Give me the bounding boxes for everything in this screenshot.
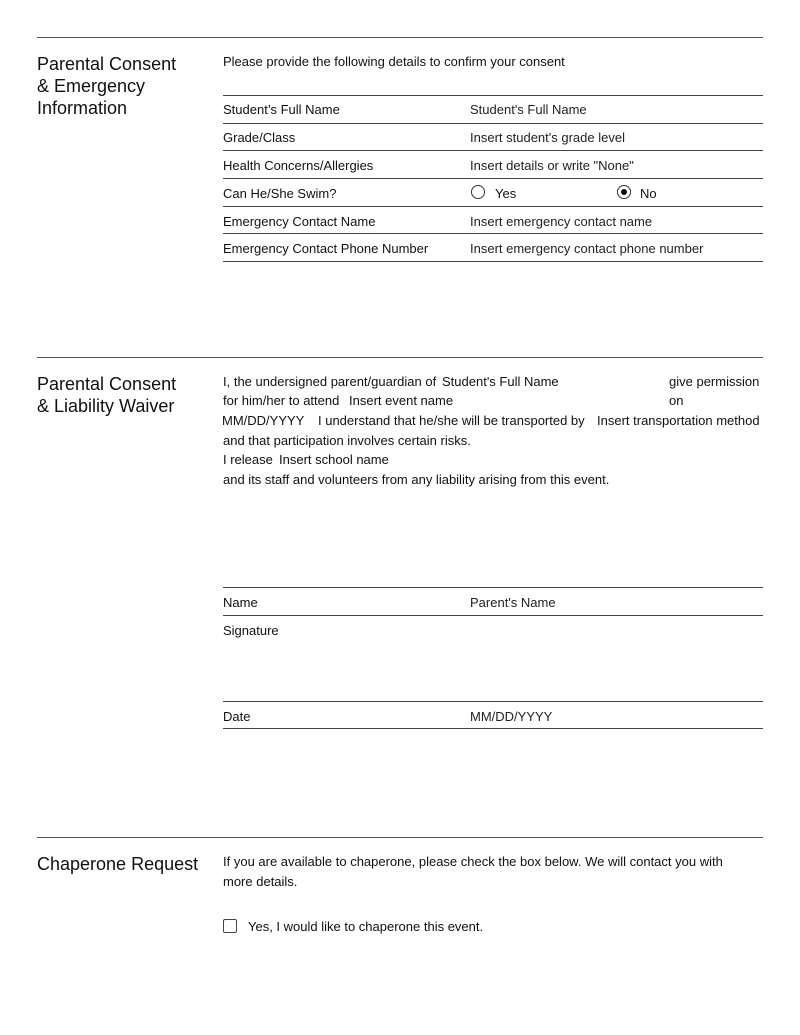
waiver-text: on xyxy=(669,393,684,408)
waiver-school-field[interactable]: Insert school name xyxy=(279,452,389,467)
row-divider xyxy=(223,615,763,616)
signature-bottom-rule xyxy=(223,728,763,729)
waiver-text: I understand that he/she will be transported by xyxy=(318,413,585,428)
parent-name-field[interactable]: Parent's Name xyxy=(470,595,556,610)
swim-no-radio[interactable] xyxy=(617,185,631,199)
section-title-line: Information xyxy=(37,98,128,118)
grade-label: Grade/Class xyxy=(223,130,296,145)
chaperone-checkbox-label: Yes, I would like to chaperone this event. xyxy=(248,919,484,934)
signature-label: Signature xyxy=(223,623,279,638)
row-divider xyxy=(223,178,763,179)
signature-field[interactable] xyxy=(223,640,763,700)
emergency-name-label: Emergency Contact Name xyxy=(223,214,376,229)
swim-label: Can He/She Swim? xyxy=(223,186,337,201)
waiver-text: I, the undersigned parent/guardian of xyxy=(223,374,437,389)
waiver-text: I release xyxy=(223,452,273,467)
row-divider xyxy=(223,701,763,702)
grade-field[interactable]: Insert student's grade level xyxy=(470,130,625,145)
section-title-line: Parental Consent xyxy=(37,374,177,394)
chaperone-intro: If you are available to chaperone, please check the box below. We will contact you with xyxy=(223,854,723,869)
health-field[interactable]: Insert details or write "None" xyxy=(470,158,634,173)
signature-date-field[interactable]: MM/DD/YYYY xyxy=(470,709,553,724)
section-divider xyxy=(37,837,763,838)
section-divider xyxy=(37,37,763,38)
emergency-phone-field[interactable]: Insert emergency contact phone number xyxy=(470,241,704,256)
section-title-emergency xyxy=(37,53,207,119)
waiver-text: and that participation involves certain risks. xyxy=(223,433,471,448)
waiver-date-field[interactable]: MM/DD/YYYY xyxy=(222,413,305,428)
health-label: Health Concerns/Allergies xyxy=(223,158,374,173)
section-title-line: & Emergency xyxy=(37,76,146,96)
row-divider xyxy=(223,206,763,207)
parent-name-label: Name xyxy=(223,595,258,610)
signature-top-rule xyxy=(223,587,763,588)
section-title-chaperone: Chaperone Request xyxy=(37,854,199,874)
waiver-transport-field[interactable]: Insert transportation method xyxy=(597,413,760,428)
table-bottom-rule xyxy=(223,261,763,262)
row-divider xyxy=(223,123,763,124)
section-divider xyxy=(37,357,763,358)
section-title-waiver xyxy=(37,373,207,417)
waiver-text: give permission xyxy=(669,374,760,389)
section-intro: Please provide the following details to confirm your consent xyxy=(223,54,565,69)
student-name-label: Student’s Full Name xyxy=(223,102,340,117)
signature-date-label: Date xyxy=(223,709,251,724)
student-name-field[interactable]: Student's Full Name xyxy=(470,102,587,117)
emergency-phone-label: Emergency Contact Phone Number xyxy=(223,241,429,256)
swim-yes-label: Yes xyxy=(495,186,517,201)
swim-no-label: No xyxy=(640,186,657,201)
chaperone-checkbox[interactable] xyxy=(223,919,237,933)
chaperone-intro: more details. xyxy=(223,874,298,889)
table-top-rule xyxy=(223,95,763,96)
waiver-text: for him/her to attend xyxy=(223,393,340,408)
section-title-line: & Liability Waiver xyxy=(37,396,175,416)
row-divider xyxy=(223,233,763,234)
row-divider xyxy=(223,150,763,151)
emergency-name-field[interactable]: Insert emergency contact name xyxy=(470,214,653,229)
swim-yes-radio[interactable] xyxy=(471,185,485,199)
section-title-line: Parental Consent xyxy=(37,54,177,74)
waiver-text: and its staff and volunteers from any liability arising from this event. xyxy=(223,472,610,487)
waiver-student-name-field[interactable]: Student's Full Name xyxy=(442,374,559,389)
waiver-event-name-field[interactable]: Insert event name xyxy=(349,393,454,408)
